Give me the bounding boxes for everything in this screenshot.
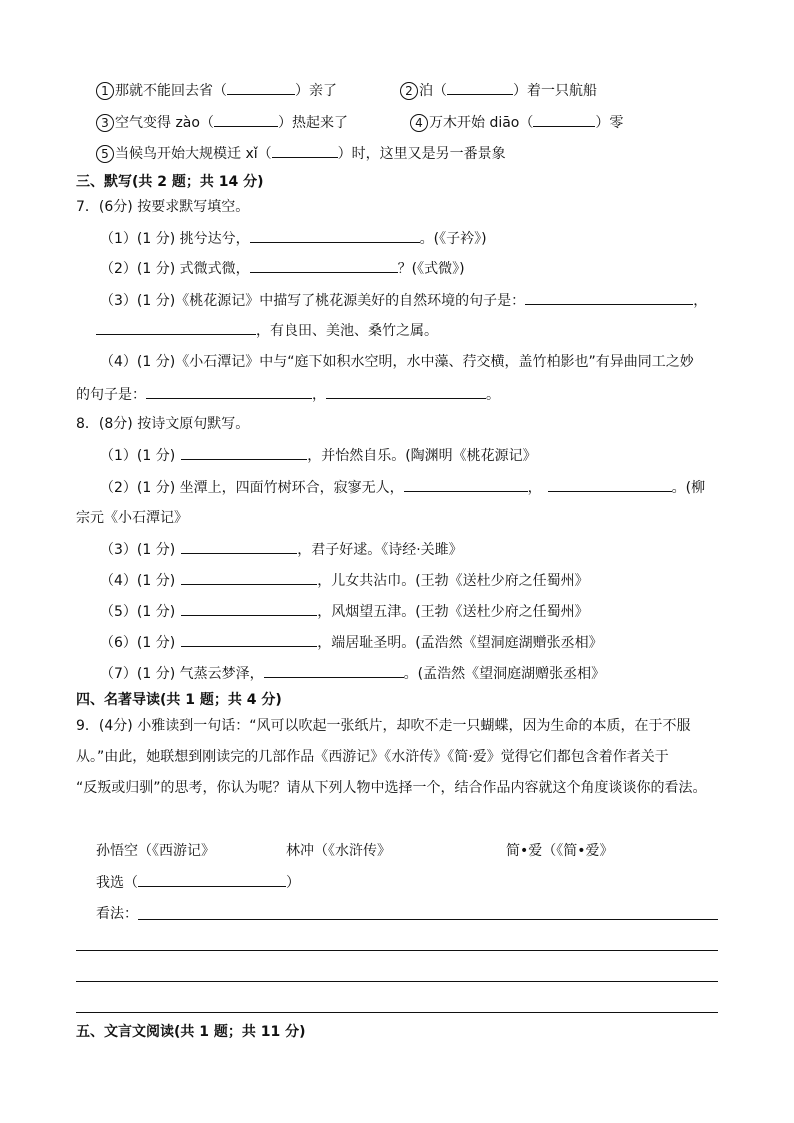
question-part: （7）(1 分) 气蒸云梦泽， 。(孟浩然《望洞庭湖赠张丞相》 (100, 663, 605, 684)
circled-number: 3 (96, 114, 114, 132)
question-text: 9．(4分) 小雅读到一句话：“风可以吹起一张纸片，却吹不走一只蝴蝶，因为生命的本质，在于不服 (76, 718, 691, 734)
question-part: （1）(1 分) 挑兮达兮， 。(《子衿》) (100, 228, 487, 249)
circled-number: 2 (400, 82, 418, 100)
question-part: （3）(1 分) ，君子好逑。《诗经·关雎》 (100, 539, 463, 560)
vocab-item-5: 5 当候鸟开始大规模迁 xǐ（ ）时，这里又是另一番景象 (96, 143, 506, 164)
answer-blank[interactable] (447, 80, 513, 95)
answer-blank[interactable] (227, 80, 295, 95)
question-part: （3）(1 分)《桃花源记》中描写了桃花源美好的自然环境的句子是： ， (100, 290, 707, 311)
question-part: （5）(1 分) ，风烟望五津。(王勃《送杜少府之任蜀州》 (100, 601, 589, 622)
question-intro: 7．(6分) 按要求默写填空。 (76, 199, 250, 215)
character-option: 孙悟空（《西游记》 (96, 843, 215, 859)
question-part: （1）(1 分) ，并怡然自乐。(陶渊明《桃花源记》 (100, 445, 537, 466)
question-part: （4）(1 分)《小石潭记》中与“庭下如积水空明，水中藻、荇交横，盖竹柏影也”有异曲同工之妙 (100, 354, 694, 370)
answer-blank[interactable] (214, 112, 278, 127)
question-part: 宗元《小石潭记》 (76, 510, 188, 526)
question-part: （2）(1 分) 坐潭上，四面竹树环合，寂寥无人， ， 。(柳 (100, 477, 705, 498)
answer-blank[interactable] (146, 384, 312, 399)
answer-blank[interactable] (533, 112, 595, 127)
circled-number: 5 (96, 145, 114, 163)
answer-line[interactable] (76, 1012, 718, 1013)
answer-blank[interactable] (525, 290, 693, 305)
answer-blank[interactable] (181, 601, 317, 616)
answer-blank[interactable] (250, 228, 420, 243)
answer-line[interactable] (138, 919, 718, 920)
circled-number: 4 (410, 114, 428, 132)
question-part: ，有良田、美池、桑竹之属。 (96, 320, 438, 341)
answer-blank[interactable] (548, 477, 672, 492)
answer-blank[interactable] (96, 320, 256, 335)
answer-blank[interactable] (272, 143, 338, 158)
answer-blank[interactable] (326, 384, 486, 399)
view-label: 看法： (96, 906, 138, 922)
answer-blank[interactable] (181, 445, 307, 460)
vocab-item-4: 4 万木开始 diāo（ ）零 (410, 112, 623, 133)
question-text: “反叛或归驯”的思考，你认为呢？请从下列人物中选择一个，结合作品内容就这个角度谈谈你的看法。 (76, 780, 707, 796)
answer-blank[interactable] (250, 258, 398, 273)
answer-blank[interactable] (181, 539, 297, 554)
answer-line[interactable] (76, 981, 718, 982)
answer-blank[interactable] (138, 872, 286, 887)
question-part: （4）(1 分) ，儿女共沾巾。(王勃《送杜少府之任蜀州》 (100, 570, 589, 591)
answer-blank[interactable] (181, 570, 317, 585)
question-part: 的句子是： ， 。 (76, 384, 500, 405)
vocab-item-3: 3 空气变得 zào（ ）热起来了 (96, 112, 348, 133)
question-intro: 8．(8分) 按诗文原句默写。 (76, 416, 250, 432)
answer-blank[interactable] (181, 632, 317, 647)
character-option: 林冲（《水浒传》 (286, 843, 391, 859)
answer-line[interactable] (76, 950, 718, 951)
section-heading: 五、文言文阅读(共 1 题；共 11 分) (76, 1024, 306, 1040)
question-part: （6）(1 分) ，端居耻圣明。(孟浩然《望洞庭湖赠张丞相》 (100, 632, 603, 653)
section-heading: 四、名著导读(共 1 题；共 4 分) (76, 692, 282, 708)
section-heading: 三、默写(共 2 题；共 14 分) (76, 174, 264, 190)
answer-blank[interactable] (264, 663, 404, 678)
vocab-item-2: 2 泊（ ）着一只航船 (400, 80, 597, 101)
circled-number: 1 (96, 82, 114, 100)
question-text: 从。”由此，她联想到刚读完的几部作品《西游记》《水浒传》《简·爱》觉得它们都包含着作者关于 (76, 749, 669, 765)
choice-line: 我选（ ） (96, 872, 300, 893)
answer-blank[interactable] (404, 477, 528, 492)
question-part: （2）(1 分) 式微式微， ？(《式微》) (100, 258, 465, 279)
vocab-item-1: 1 那就不能回去省（ ）亲了 (96, 80, 337, 101)
character-option: 简•爱（《简•爱》 (506, 843, 614, 859)
